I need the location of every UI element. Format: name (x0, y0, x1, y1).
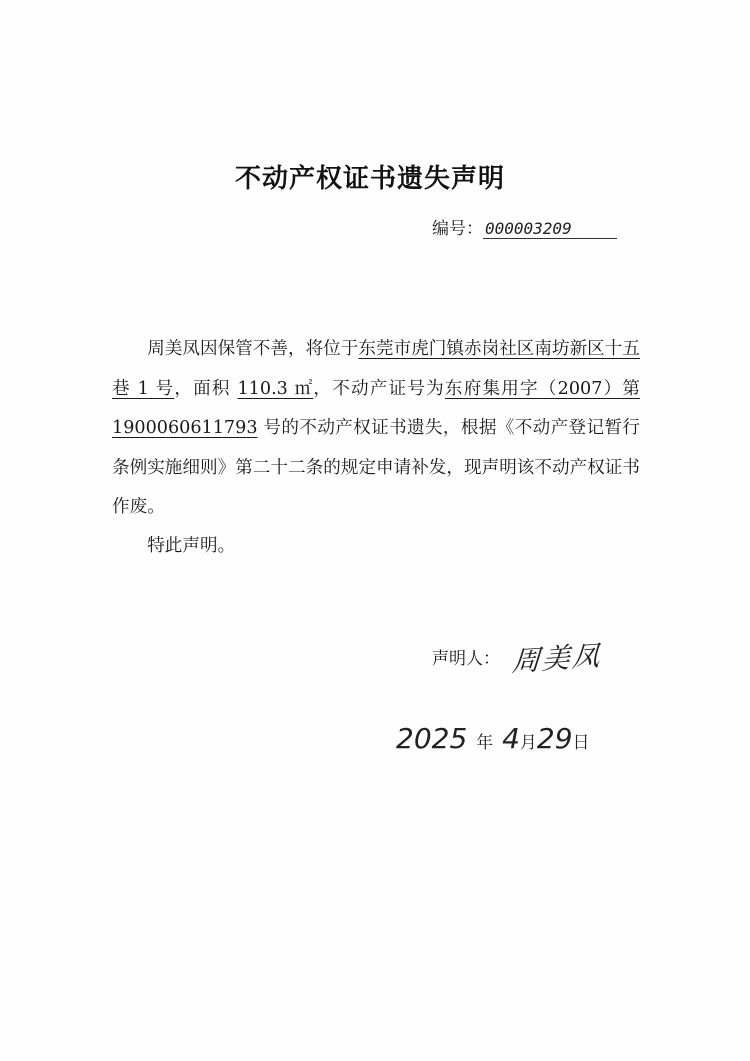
declaration-body (112, 330, 640, 528)
date-day-unit: 日 (572, 733, 590, 753)
date-year: 2025 (396, 722, 468, 755)
document-number-value: 000003209 (483, 219, 617, 239)
date-month: 4 (502, 722, 520, 755)
date-year-unit: 年 (476, 733, 494, 753)
declarant-label: 声明人： (432, 649, 500, 669)
document-number-label: 编号： (432, 219, 483, 239)
handwritten-signature: 周美凤 (510, 638, 603, 679)
declaration-paragraph (112, 330, 640, 528)
date-day: 29 (536, 722, 573, 755)
property-area: 110.3 ㎡ (237, 378, 314, 399)
property-address: 东莞市虎门镇赤岗社区南坊新区十五巷 1 号 (112, 339, 640, 399)
body-text-1: 周美凤因保管不善，将位于 (147, 339, 359, 359)
body-text-3: ，不动产证号为 (313, 378, 445, 399)
document-number (432, 214, 632, 239)
handwritten-date (396, 722, 590, 755)
document-title: 不动产权证书遗失声明 (234, 164, 505, 194)
closing-line (112, 532, 235, 557)
date-month-unit: 月 (519, 733, 537, 753)
certificate-number: 东府集用字（2007）第 1900060611793 (112, 378, 640, 438)
body-text-2: ，面积 (174, 378, 238, 399)
closing-text: 特此声明。 (147, 536, 236, 556)
body-text-4: 号的不动产权证书遗失，根据《不动产登记暂行条例实施细则》第二十二条的规定申请补发，现声明该不动产权证书作废。 (112, 418, 640, 517)
